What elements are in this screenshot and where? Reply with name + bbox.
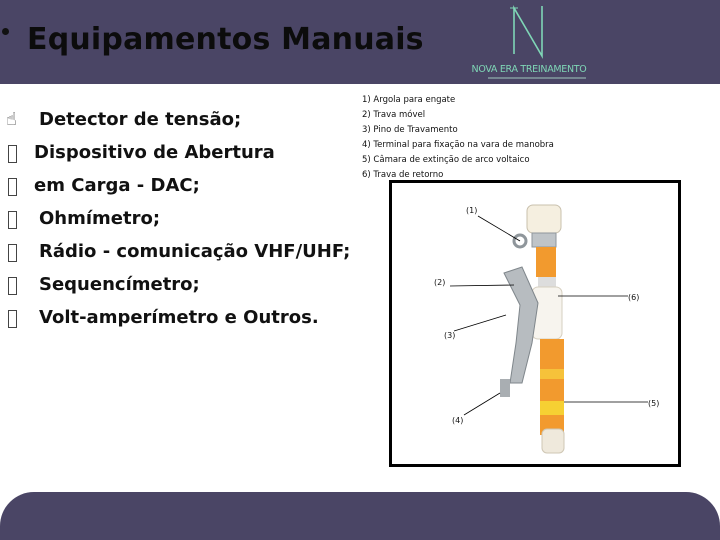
hand-pointer-icon: ☝: [6, 109, 17, 130]
load-break-tool-illustration: [392, 183, 678, 464]
photo-label-2: (2): [434, 278, 446, 287]
list-item: [6, 273, 356, 296]
photo-label-6: (6): [628, 293, 640, 302]
bullet-text: Detector de tensão;: [39, 109, 242, 130]
title-area: [0, 0, 465, 84]
title-bullet-icon: [2, 28, 9, 35]
photo-label-3: (3): [444, 331, 456, 340]
legend-item: 1) Argola para engate: [362, 95, 456, 105]
box-bullet-icon: [8, 310, 17, 328]
legend-item: 5) Câmara de extinção de arco voltaico: [362, 155, 530, 165]
legend-item: 4) Terminal para fixação na vara de manobra: [362, 140, 554, 150]
photo-label-1: (1): [466, 206, 478, 215]
photo-label-4: (4): [452, 416, 464, 425]
list-item: [6, 108, 356, 131]
box-bullet-icon: [8, 277, 17, 295]
list-item: [6, 174, 356, 197]
bullet-list: [6, 108, 356, 339]
list-item: [6, 141, 356, 164]
list-item: [6, 240, 356, 263]
bullet-text: Sequencímetro;: [39, 274, 200, 295]
bullet-text: em Carga - DAC;: [34, 175, 200, 196]
logo-underline: [488, 77, 586, 79]
legend-item: 6) Trava de retorno: [362, 170, 444, 180]
company-logo: [470, 2, 588, 82]
bullet-text: Rádio - comunicação VHF/UHF;: [39, 241, 351, 262]
list-item: [6, 306, 356, 329]
list-item: [6, 207, 356, 230]
legend-item: 2) Trava móvel: [362, 110, 426, 120]
bullet-text: Volt-amperímetro e Outros.: [39, 307, 319, 328]
parts-legend: [362, 93, 602, 183]
device-photo: [389, 180, 681, 467]
n-logo-icon: [470, 2, 588, 64]
box-bullet-icon: [8, 145, 17, 163]
bullet-text: Dispositivo de Abertura: [34, 142, 275, 163]
box-bullet-icon: [8, 211, 17, 229]
legend-item: 3) Pino de Travamento: [362, 125, 458, 135]
box-bullet-icon: [8, 178, 17, 196]
footer-band: [0, 492, 720, 540]
logo-text: NOVA ERA TREINAMENTO: [471, 64, 587, 75]
slide-title: Equipamentos Manuais: [27, 22, 424, 57]
box-bullet-icon: [8, 244, 17, 262]
photo-label-5: (5): [648, 399, 660, 408]
bullet-text: Ohmímetro;: [39, 208, 161, 229]
